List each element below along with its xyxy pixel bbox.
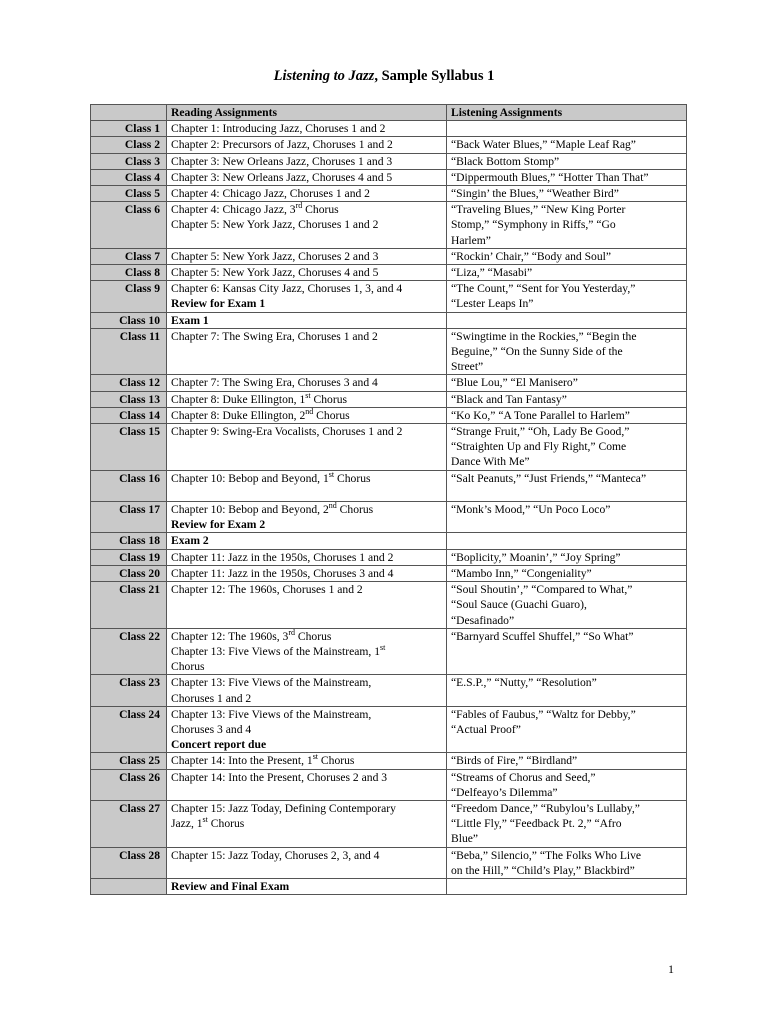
reading-line: Chapter 15: Jazz Today, Defining Contemporary [171,801,396,815]
listening-cell [447,800,687,847]
header-class [91,105,167,121]
listening-line: “Little Fly,” “Feedback Pt. 2,” “Afro [451,817,622,831]
table-row [91,878,687,894]
listening-cell [447,186,687,202]
listening-cell [447,407,687,423]
table-row [91,424,687,471]
table-row [91,706,687,753]
listening-line [451,879,682,894]
reading-line: Review and Final Exam [171,879,290,893]
reading-cell [167,502,447,533]
listening-cell [447,375,687,391]
reading-cell [167,769,447,800]
class-label: Class 26 [91,769,167,800]
reading-cell [167,549,447,565]
reading-line: Jazz, 1st Chorus [171,815,245,831]
listening-line: “Boplicity,” Moanin’,” “Joy Spring” [451,550,621,564]
listening-cell [447,169,687,185]
listening-line: “Delfeayo’s Dilemma” [451,785,558,799]
reading-line: Chapter 13: Five Views of the Mainstream, [171,707,372,721]
table-row [91,121,687,137]
class-label: Class 8 [91,265,167,281]
listening-cell [447,281,687,312]
listening-cell [447,470,687,501]
table-row [91,470,687,501]
listening-line: “The Count,” “Sent for You Yesterday,” [451,282,636,296]
table-row [91,847,687,878]
reading-cell [167,265,447,281]
class-label: Class 23 [91,675,167,706]
listening-cell [447,312,687,328]
listening-line: “Traveling Blues,” “New King Porter [451,203,626,217]
table-row [91,675,687,706]
reading-line: Chapter 10: Bebop and Beyond, 1st Chorus [171,469,371,485]
reading-cell [167,121,447,137]
listening-cell [447,582,687,629]
reading-line [171,486,442,501]
title-italic: Listening to Jazz [273,68,375,84]
listening-line [451,486,682,501]
reading-line: Chapter 8: Duke Ellington, 2nd Chorus [171,407,350,422]
reading-line: Choruses 3 and 4 [171,722,252,736]
reading-cell [167,391,447,407]
listening-line: “Desafinado” [451,613,515,627]
class-label: Class 18 [91,533,167,549]
reading-cell [167,675,447,706]
listening-line: “Beba,” Silencio,” “The Folks Who Live [451,848,642,862]
listening-cell [447,121,687,137]
reading-cell [167,328,447,375]
listening-line: “Back Water Blues,” “Maple Leaf Rag” [451,138,636,152]
reading-line: Chapter 3: New Orleans Jazz, Choruses 4 and 5 [171,170,393,184]
listening-line: “Strange Fruit,” “Oh, Lady Be Good,” [451,425,630,439]
reading-cell [167,202,447,249]
listening-line: “Fables of Faubus,” “Waltz for Debby,” [451,707,636,721]
class-label: Class 22 [91,628,167,675]
reading-line: Choruses 1 and 2 [171,691,252,705]
listening-cell [447,265,687,281]
class-label: Class 27 [91,800,167,847]
listening-line: Beguine,” “On the Sunny Side of the [451,345,623,359]
listening-line: “Blue Lou,” “El Manisero” [451,376,578,390]
class-label: Class 28 [91,847,167,878]
class-label: Class 13 [91,391,167,407]
table-row [91,533,687,549]
class-label: Class 3 [91,153,167,169]
reading-line: Chapter 6: Kansas City Jazz, Choruses 1, 3, and 4 [171,282,403,296]
table-row [91,202,687,249]
reading-line: Chapter 8: Duke Ellington, 1st Chorus [171,390,348,406]
listening-line: “Soul Shoutin’,” “Compared to What,” [451,583,633,597]
listening-line: “Birds of Fire,” “Birdland” [451,754,578,768]
table-row [91,153,687,169]
listening-line: “Streams of Chorus and Seed,” [451,770,596,784]
table-row [91,549,687,565]
table-body [91,121,687,895]
reading-line: Chapter 7: The Swing Era, Choruses 1 and 2 [171,329,378,343]
reading-line: Concert report due [171,738,267,752]
class-label: Class 25 [91,753,167,769]
class-label [91,878,167,894]
listening-line: Harlem” [451,233,491,247]
reading-line: Chapter 11: Jazz in the 1950s, Choruses 3 and 4 [171,566,394,580]
class-label: Class 14 [91,407,167,423]
listening-line: “Ko Ko,” “A Tone Parallel to Harlem” [451,408,630,422]
listening-cell [447,565,687,581]
listening-line: on the Hill,” “Child’s Play,” Blackbird” [451,863,635,877]
header-reading: Reading Assignments [167,105,447,121]
reading-line: Chapter 13: Five Views of the Mainstream, [171,676,372,690]
reading-cell [167,312,447,328]
syllabus-table [90,104,687,895]
table-row [91,582,687,629]
reading-line: Chapter 12: The 1960s, 3rd Chorus [171,627,332,643]
reading-cell [167,533,447,549]
document-title [0,68,768,85]
reading-cell [167,169,447,185]
listening-line: “Monk’s Mood,” “Un Poco Loco” [451,503,611,517]
listening-line: “Singin’ the Blues,” “Weather Bird” [451,187,619,201]
reading-cell [167,878,447,894]
listening-cell [447,847,687,878]
reading-cell [167,628,447,675]
listening-line: “Rockin’ Chair,” “Body and Soul” [451,249,611,263]
table-row [91,186,687,202]
listening-cell [447,137,687,153]
header-listening: Listening Assignments [447,105,687,121]
class-label: Class 19 [91,549,167,565]
listening-cell [447,248,687,264]
table-row [91,265,687,281]
listening-cell [447,628,687,675]
class-label: Class 7 [91,248,167,264]
reading-cell [167,470,447,501]
reading-line: Review for Exam 2 [171,518,266,532]
listening-line: “E.S.P.,” “Nutty,” “Resolution” [451,676,597,690]
class-label: Class 11 [91,328,167,375]
listening-line [451,533,682,548]
reading-line: Chorus [171,660,205,674]
reading-line: Chapter 4: Chicago Jazz, Choruses 1 and 2 [171,187,370,201]
class-label: Class 16 [91,470,167,501]
table-row [91,375,687,391]
class-label: Class 10 [91,312,167,328]
listening-line: “Barnyard Scuffel Shuffel,” “So What” [451,629,634,643]
reading-cell [167,248,447,264]
listening-line: “Swingtime in the Rockies,” “Begin the [451,329,637,343]
listening-cell [447,202,687,249]
reading-cell [167,137,447,153]
table-row [91,502,687,533]
listening-line: “Mambo Inn,” “Congeniality” [451,566,592,580]
reading-line: Chapter 14: Into the Present, Choruses 2 and 3 [171,770,388,784]
listening-cell [447,706,687,753]
reading-line: Chapter 15: Jazz Today, Choruses 2, 3, and 4 [171,848,380,862]
table-row [91,628,687,675]
reading-line: Exam 2 [171,534,209,548]
class-label: Class 21 [91,582,167,629]
class-label: Class 5 [91,186,167,202]
listening-line [451,313,682,328]
title-rest: , Sample Syllabus 1 [374,68,495,84]
listening-line: “Lester Leaps In” [451,297,534,311]
listening-cell [447,424,687,471]
reading-cell [167,375,447,391]
table-row [91,769,687,800]
table-row [91,800,687,847]
table-row [91,753,687,769]
reading-cell [167,565,447,581]
table-row [91,328,687,375]
listening-line: “Black Bottom Stomp” [451,154,560,168]
table-row [91,565,687,581]
reading-line: Chapter 5: New York Jazz, Choruses 1 and 2 [171,218,379,232]
reading-line: Exam 1 [171,313,209,327]
reading-cell [167,706,447,753]
reading-line: Chapter 5: New York Jazz, Choruses 4 and 5 [171,266,379,280]
reading-cell [167,281,447,312]
class-label: Class 24 [91,706,167,753]
listening-line: “Actual Proof” [451,722,521,736]
listening-cell [447,549,687,565]
listening-line: Blue” [451,832,479,846]
listening-line [451,121,682,136]
reading-cell [167,847,447,878]
listening-cell [447,391,687,407]
listening-cell [447,502,687,533]
listening-line: “Dippermouth Blues,” “Hotter Than That” [451,170,649,184]
listening-line: Dance With Me” [451,455,530,469]
listening-line: “Liza,” “Masabi” [451,266,533,280]
table-row [91,248,687,264]
listening-line: “Freedom Dance,” “Rubylou’s Lullaby,” [451,801,640,815]
class-label: Class 9 [91,281,167,312]
reading-line: Chapter 9: Swing-Era Vocalists, Choruses 1 and 2 [171,425,403,439]
reading-line: Chapter 1: Introducing Jazz, Choruses 1 and 2 [171,122,386,136]
reading-cell [167,753,447,769]
table-row [91,312,687,328]
table-row [91,169,687,185]
listening-line: “Salt Peanuts,” “Just Friends,” “Manteca” [451,471,647,485]
reading-line: Chapter 2: Precursors of Jazz, Choruses 1 and 2 [171,138,393,152]
class-label: Class 4 [91,169,167,185]
listening-line: Street” [451,360,484,374]
table-header-row [91,105,687,121]
reading-line: Chapter 4: Chicago Jazz, 3rd Chorus [171,201,339,217]
class-label: Class 15 [91,424,167,471]
class-label: Class 17 [91,502,167,533]
reading-cell [167,407,447,423]
class-label: Class 20 [91,565,167,581]
listening-cell [447,153,687,169]
listening-line: “Straighten Up and Fly Right,” Come [451,440,627,454]
listening-line: Stomp,” “Symphony in Riffs,” “Go [451,218,616,232]
table-row [91,391,687,407]
listening-cell [447,753,687,769]
page-number: 1 [668,962,674,976]
table-row [91,281,687,312]
reading-line: Chapter 7: The Swing Era, Choruses 3 and 4 [171,376,378,390]
reading-line: Chapter 3: New Orleans Jazz, Choruses 1 and 3 [171,154,393,168]
reading-line: Chapter 5: New York Jazz, Choruses 2 and 3 [171,249,379,263]
listening-cell [447,769,687,800]
reading-line: Chapter 13: Five Views of the Mainstream, 1st [171,643,386,658]
class-label: Class 1 [91,121,167,137]
table-row [91,137,687,153]
reading-line: Chapter 14: Into the Present, 1st Chorus [171,752,355,768]
class-label: Class 6 [91,202,167,249]
reading-line: Chapter 12: The 1960s, Choruses 1 and 2 [171,583,363,597]
listening-cell [447,675,687,706]
reading-cell [167,424,447,471]
class-label: Class 2 [91,137,167,153]
listening-cell [447,328,687,375]
reading-cell [167,153,447,169]
reading-line: Chapter 11: Jazz in the 1950s, Choruses 1 and 2 [171,550,394,564]
table-row [91,407,687,423]
listening-cell [447,878,687,894]
reading-cell [167,186,447,202]
listening-cell [447,533,687,549]
listening-line: “Soul Sauce (Guachi Guaro), [451,598,587,612]
listening-line: “Black and Tan Fantasy” [451,392,567,406]
reading-cell [167,800,447,847]
reading-line: Review for Exam 1 [171,297,266,311]
reading-line: Chapter 10: Bebop and Beyond, 2nd Chorus [171,501,374,517]
class-label: Class 12 [91,375,167,391]
reading-cell [167,582,447,629]
